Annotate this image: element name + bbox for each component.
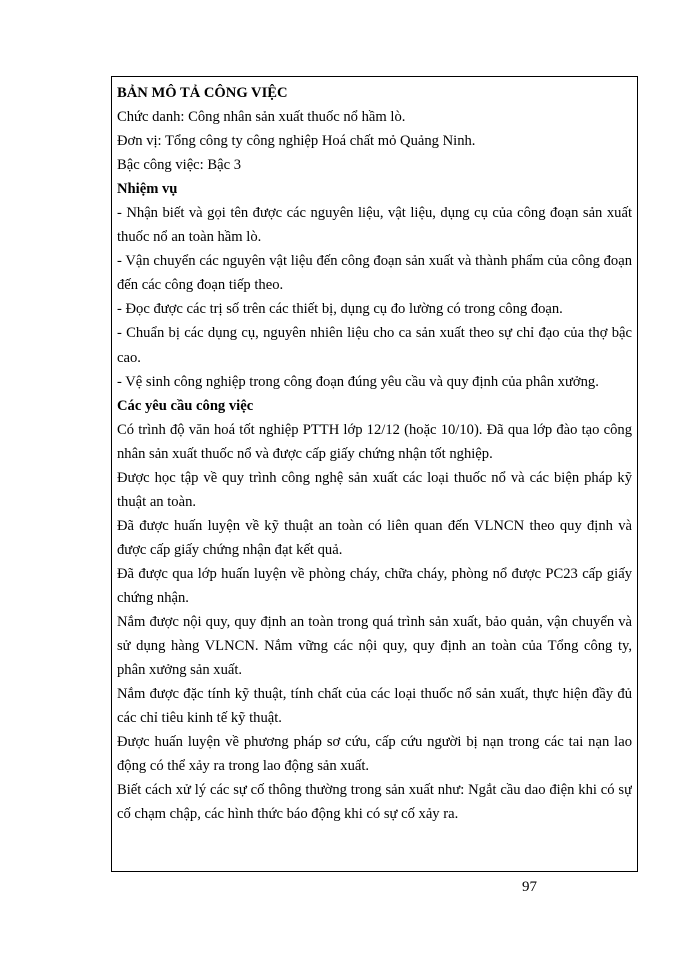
job-level-line: Bậc công việc: Bậc 3 <box>117 157 241 174</box>
requirement-item: Có trình độ văn hoá tốt nghiệp PTTH lớp 12/12 (hoặc 10/10). Đã qua lớp đào tạo công nhân sản xuất thuốc nổ và được cấp giấy chứng nhận tốt nghiệp. <box>117 421 632 462</box>
task-item: - Nhận biết và gọi tên được các nguyên liệu, vật liệu, dụng cụ của công đoạn sản xuất thuốc nổ an toàn hầm lò. <box>117 205 632 246</box>
requirement-item: Nắm được nội quy, quy định an toàn trong quá trình sản xuất, bảo quản, vận chuyển và sử dụng hàng VLNCN. Nắm vững các nội quy, quy định an toàn của Tổng công ty, phân xưởng sản xuất. <box>117 614 632 679</box>
requirement-item: Đã được qua lớp huấn luyện về phòng cháy, chữa cháy, phòng nổ được PC23 cấp giấy chứng nhận. <box>117 565 632 606</box>
requirements-heading: Các yêu cầu công việc <box>117 397 254 414</box>
requirement-item: Nắm được đặc tính kỹ thuật, tính chất của các loại thuốc nổ sản xuất, thực hiện đầy đủ các chỉ tiêu kinh tế kỹ thuật. <box>117 686 632 727</box>
requirement-item: Được huấn luyện về phương pháp sơ cứu, cấp cứu người bị nạn trong các tai nạn lao động có thể xảy ra trong lao động sản xuất. <box>117 734 632 775</box>
requirement-item: Biết cách xử lý các sự cố thông thường trong sản xuất như: Ngắt cầu dao điện khi có sự cố chạm chập, các hình thức báo động khi có sự cố xảy ra. <box>117 782 632 823</box>
job-description-box <box>111 76 638 872</box>
job-title-line: Chức danh: Công nhân sản xuất thuốc nổ hầm lò. <box>117 109 406 126</box>
task-item: - Vệ sinh công nghiệp trong công đoạn đúng yêu cầu và quy định của phân xưởng. <box>117 373 599 390</box>
page-number: 97 <box>522 879 537 895</box>
tasks-heading: Nhiệm vụ <box>117 181 178 198</box>
unit-line: Đơn vị: Tổng công ty công nghiệp Hoá chất mỏ Quảng Ninh. <box>117 133 476 150</box>
task-item: - Vận chuyển các nguyên vật liệu đến công đoạn sản xuất và thành phẩm của công đoạn đến các công đoạn tiếp theo. <box>117 253 632 294</box>
job-description-content <box>117 81 632 869</box>
document-title: BẢN MÔ TẢ CÔNG VIỆC <box>117 85 288 101</box>
requirement-item: Đã được huấn luyện về kỹ thuật an toàn có liên quan đến VLNCN theo quy định và được cấp giấy chứng nhận đạt kết quả. <box>117 517 632 558</box>
task-item: - Đọc được các trị số trên các thiết bị, dụng cụ đo lường có trong công đoạn. <box>117 301 563 318</box>
task-item: - Chuẩn bị các dụng cụ, nguyên nhiên liệu cho ca sản xuất theo sự chỉ đạo của thợ bậc cao. <box>117 325 632 366</box>
requirement-item: Được học tập về quy trình công nghệ sản xuất các loại thuốc nổ và các biện pháp kỹ thuật an toàn. <box>117 469 632 510</box>
